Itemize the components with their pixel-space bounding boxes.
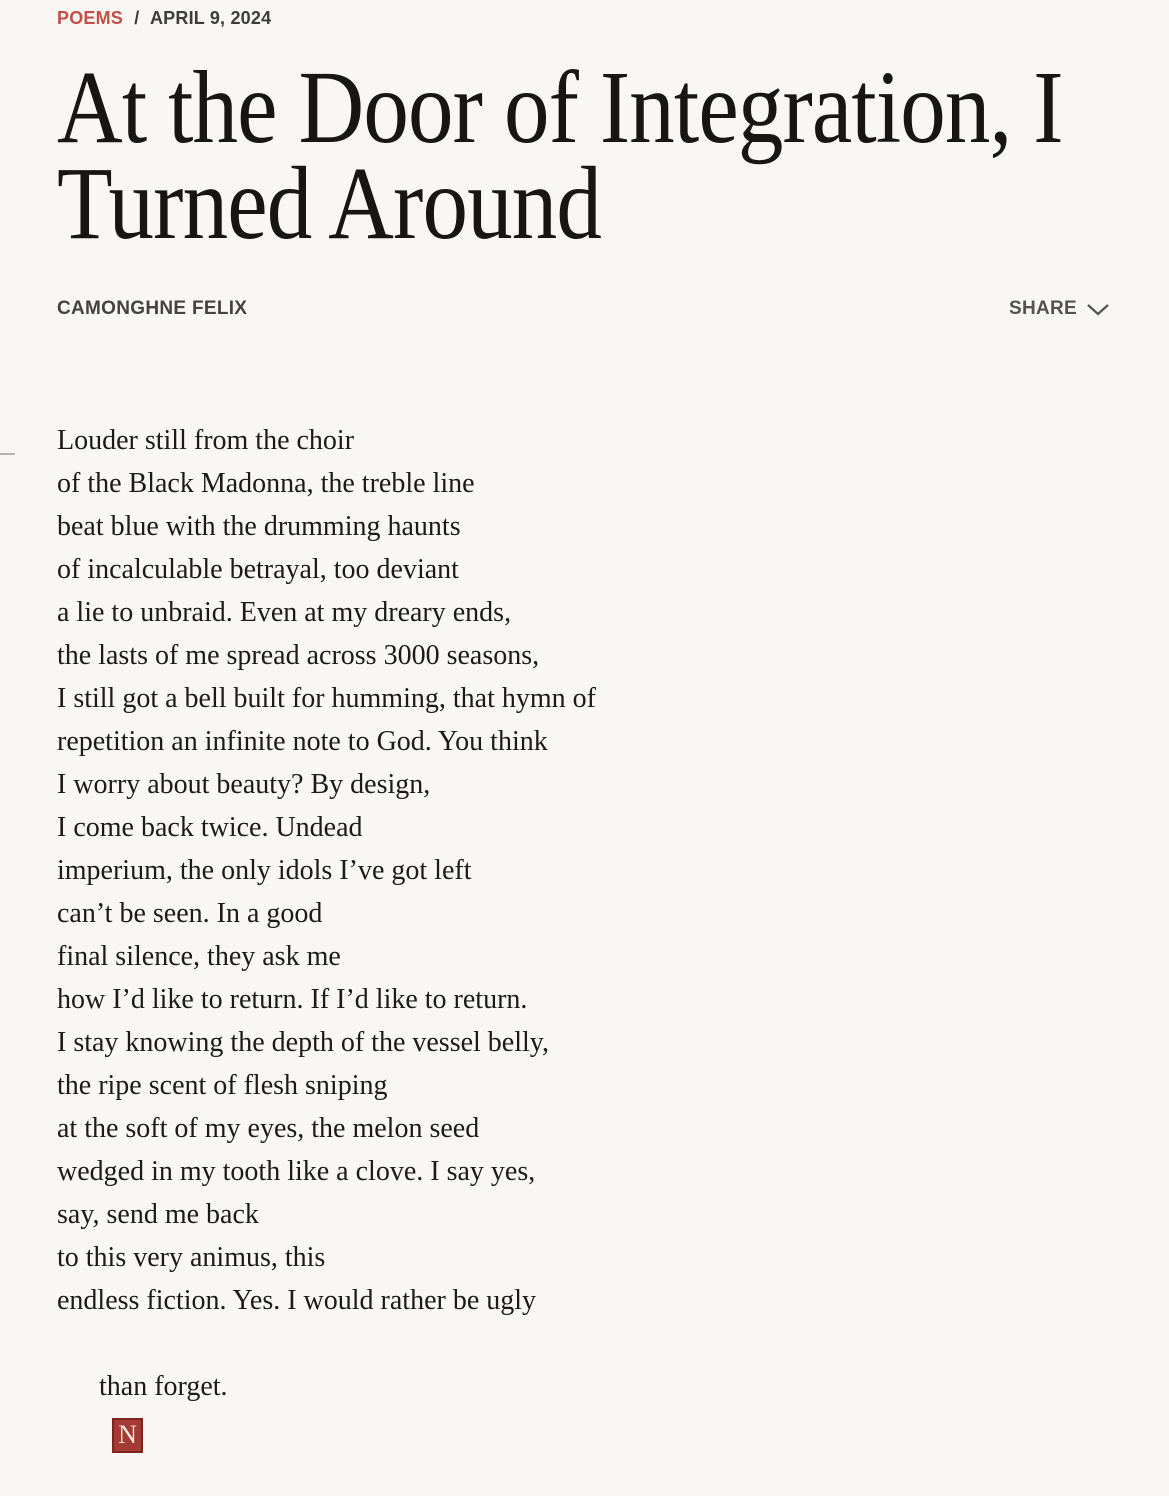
- poem-line: I still got a bell built for humming, that hymn of: [57, 683, 596, 714]
- breadcrumb: [57, 0, 1169, 29]
- poem-line-text: than forget.: [99, 1371, 228, 1402]
- poem-line: I worry about beauty? By design,: [57, 769, 431, 800]
- author-link[interactable]: CAMONGHNE FELIX: [57, 298, 248, 319]
- left-edge-tick: [0, 453, 15, 455]
- poem-line: wedged in my tooth like a clove. I say yes,: [57, 1156, 536, 1187]
- byline-row: [57, 298, 1109, 320]
- poem-line: Louder still from the choir: [57, 425, 355, 456]
- poem-line: the ripe scent of flesh sniping: [57, 1070, 388, 1101]
- poem-line: of the Black Madonna, the treble line: [57, 468, 475, 499]
- chevron-down-icon: [1087, 304, 1109, 316]
- page-title: At the Door of Integration, I Turned Around: [57, 50, 1063, 261]
- poem-line: at the soft of my eyes, the melon seed: [57, 1113, 480, 1144]
- poem-line: say, send me back: [57, 1199, 259, 1230]
- nation-endmark-logo: N: [112, 1418, 143, 1453]
- share-button[interactable]: [1009, 298, 1109, 320]
- breadcrumb-date: APRIL 9, 2024: [149, 8, 272, 28]
- poem-line: I come back twice. Undead: [57, 812, 363, 843]
- poem-line: of incalculable betrayal, too deviant: [57, 554, 459, 585]
- poem-line: final silence, they ask me: [57, 941, 341, 972]
- poem-line: a lie to unbraid. Even at my dreary ends,: [57, 597, 512, 628]
- poem-line: imperium, the only idols I’ve got left: [57, 855, 472, 886]
- poem-line: I stay knowing the depth of the vessel belly,: [57, 1027, 549, 1058]
- poem-line: how I’d like to return. If I’d like to return.: [57, 984, 528, 1015]
- poem-line: beat blue with the drumming haunts: [57, 511, 461, 542]
- poem-line: repetition an infinite note to God. You think: [57, 726, 548, 757]
- breadcrumb-separator: /: [134, 8, 140, 28]
- poem-line-last: [57, 1322, 1169, 1496]
- poem-body: [57, 419, 1169, 1496]
- share-label: SHARE: [1008, 298, 1077, 319]
- poem-line: can’t be seen. In a good: [57, 898, 323, 929]
- poem-line: the lasts of me spread across 3000 seasons,: [57, 640, 540, 671]
- poem-line: endless fiction. Yes. I would rather be ugly: [57, 1285, 537, 1316]
- poem-line: to this very animus, this: [57, 1242, 326, 1273]
- breadcrumb-section-link[interactable]: POEMS: [57, 8, 124, 28]
